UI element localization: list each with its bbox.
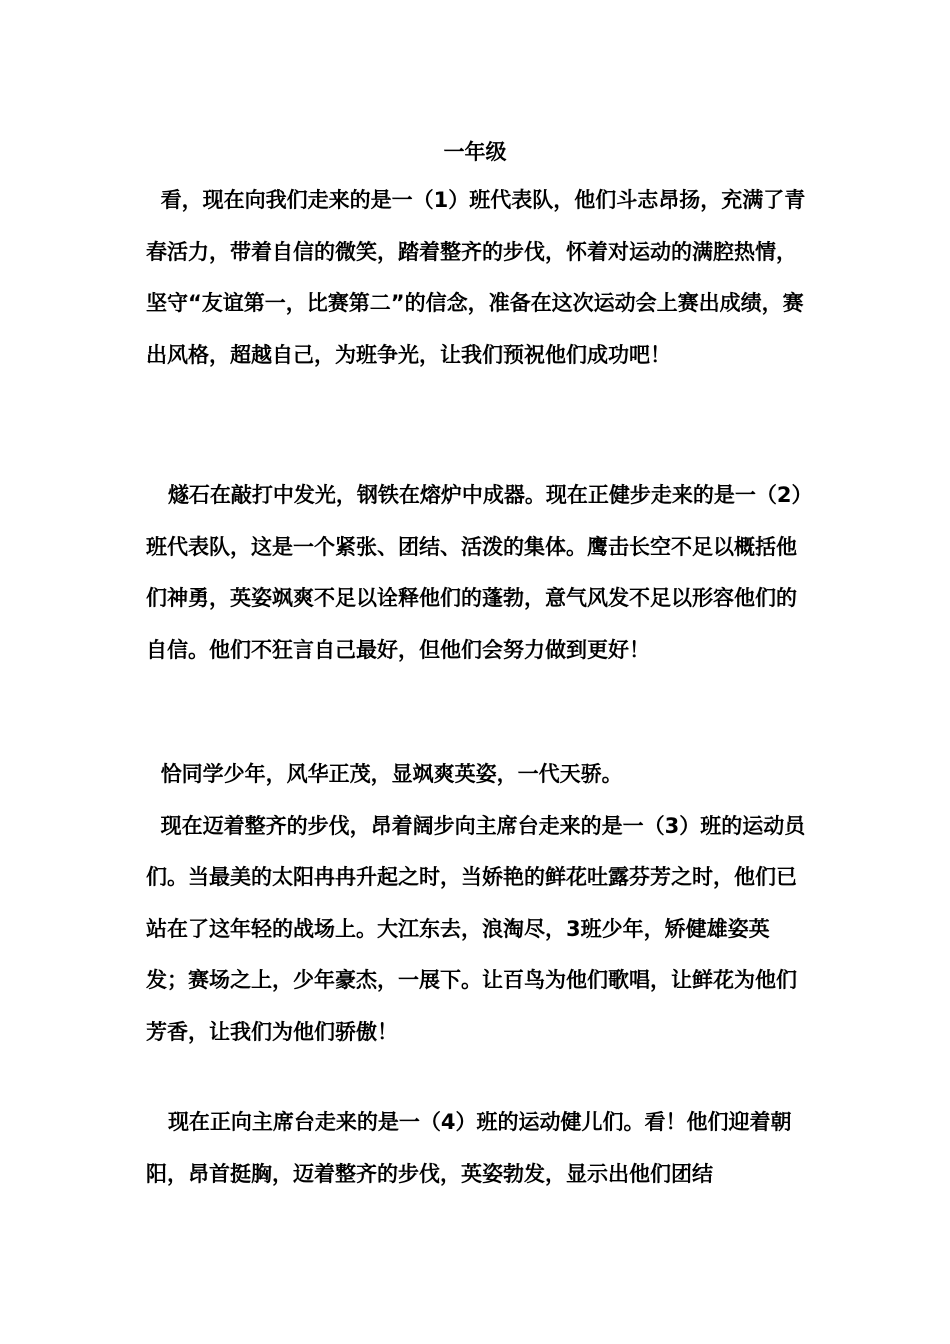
paragraph-class-4: 现在正向主席台走来的是一（4）班的运动健儿们。看！他们迎着朝阳，昂首挺胸，迈着整齐的步伐，英姿勃发，显示出他们团结 xyxy=(146,1110,792,1186)
paragraph-class-2: 燧石在敲打中发光，钢铁在熔炉中成器。现在正健步走来的是一（2）班代表队，这是一个紧张、团结、活泼的集体。鹰击长空不足以概括他们神勇，英姿飒爽不足以诠释他们的蓬勃，意气风发不足以形容他们的自信。他们不狂言自己最好，但他们会努力做到更好！ xyxy=(146,483,803,662)
paragraph-class-3: 恰同学少年，风华正茂，显飒爽英姿，一代天骄。 现在迈着整齐的步伐，昂着阔步向主席台走来的是一（3）班的运动员们。当最美的太阳冉冉升起之时，当娇艳的鲜花吐露芬芳之时，他们已站在了这年轻的战场上。大江东去，浪淘尽，3班少年，矫健雄姿英发；赛场之上，少年豪杰，一展下。让百鸟为他们歌唱，让鲜花为他们芳香，让我们为他们骄傲！ xyxy=(146,762,806,1044)
paragraph-class-1: 看，现在向我们走来的是一（1）班代表队，他们斗志昂扬，充满了青春活力，带着自信的微笑，踏着整齐的步伐，怀着对运动的满腔热情，坚守“友谊第一，比赛第二”的信念，准备在这次运动会上赛出成绩，赛出风格，超越自己，为班争光，让我们预祝他们成功吧！ xyxy=(146,188,806,367)
page-title: 一年级 xyxy=(443,140,507,164)
